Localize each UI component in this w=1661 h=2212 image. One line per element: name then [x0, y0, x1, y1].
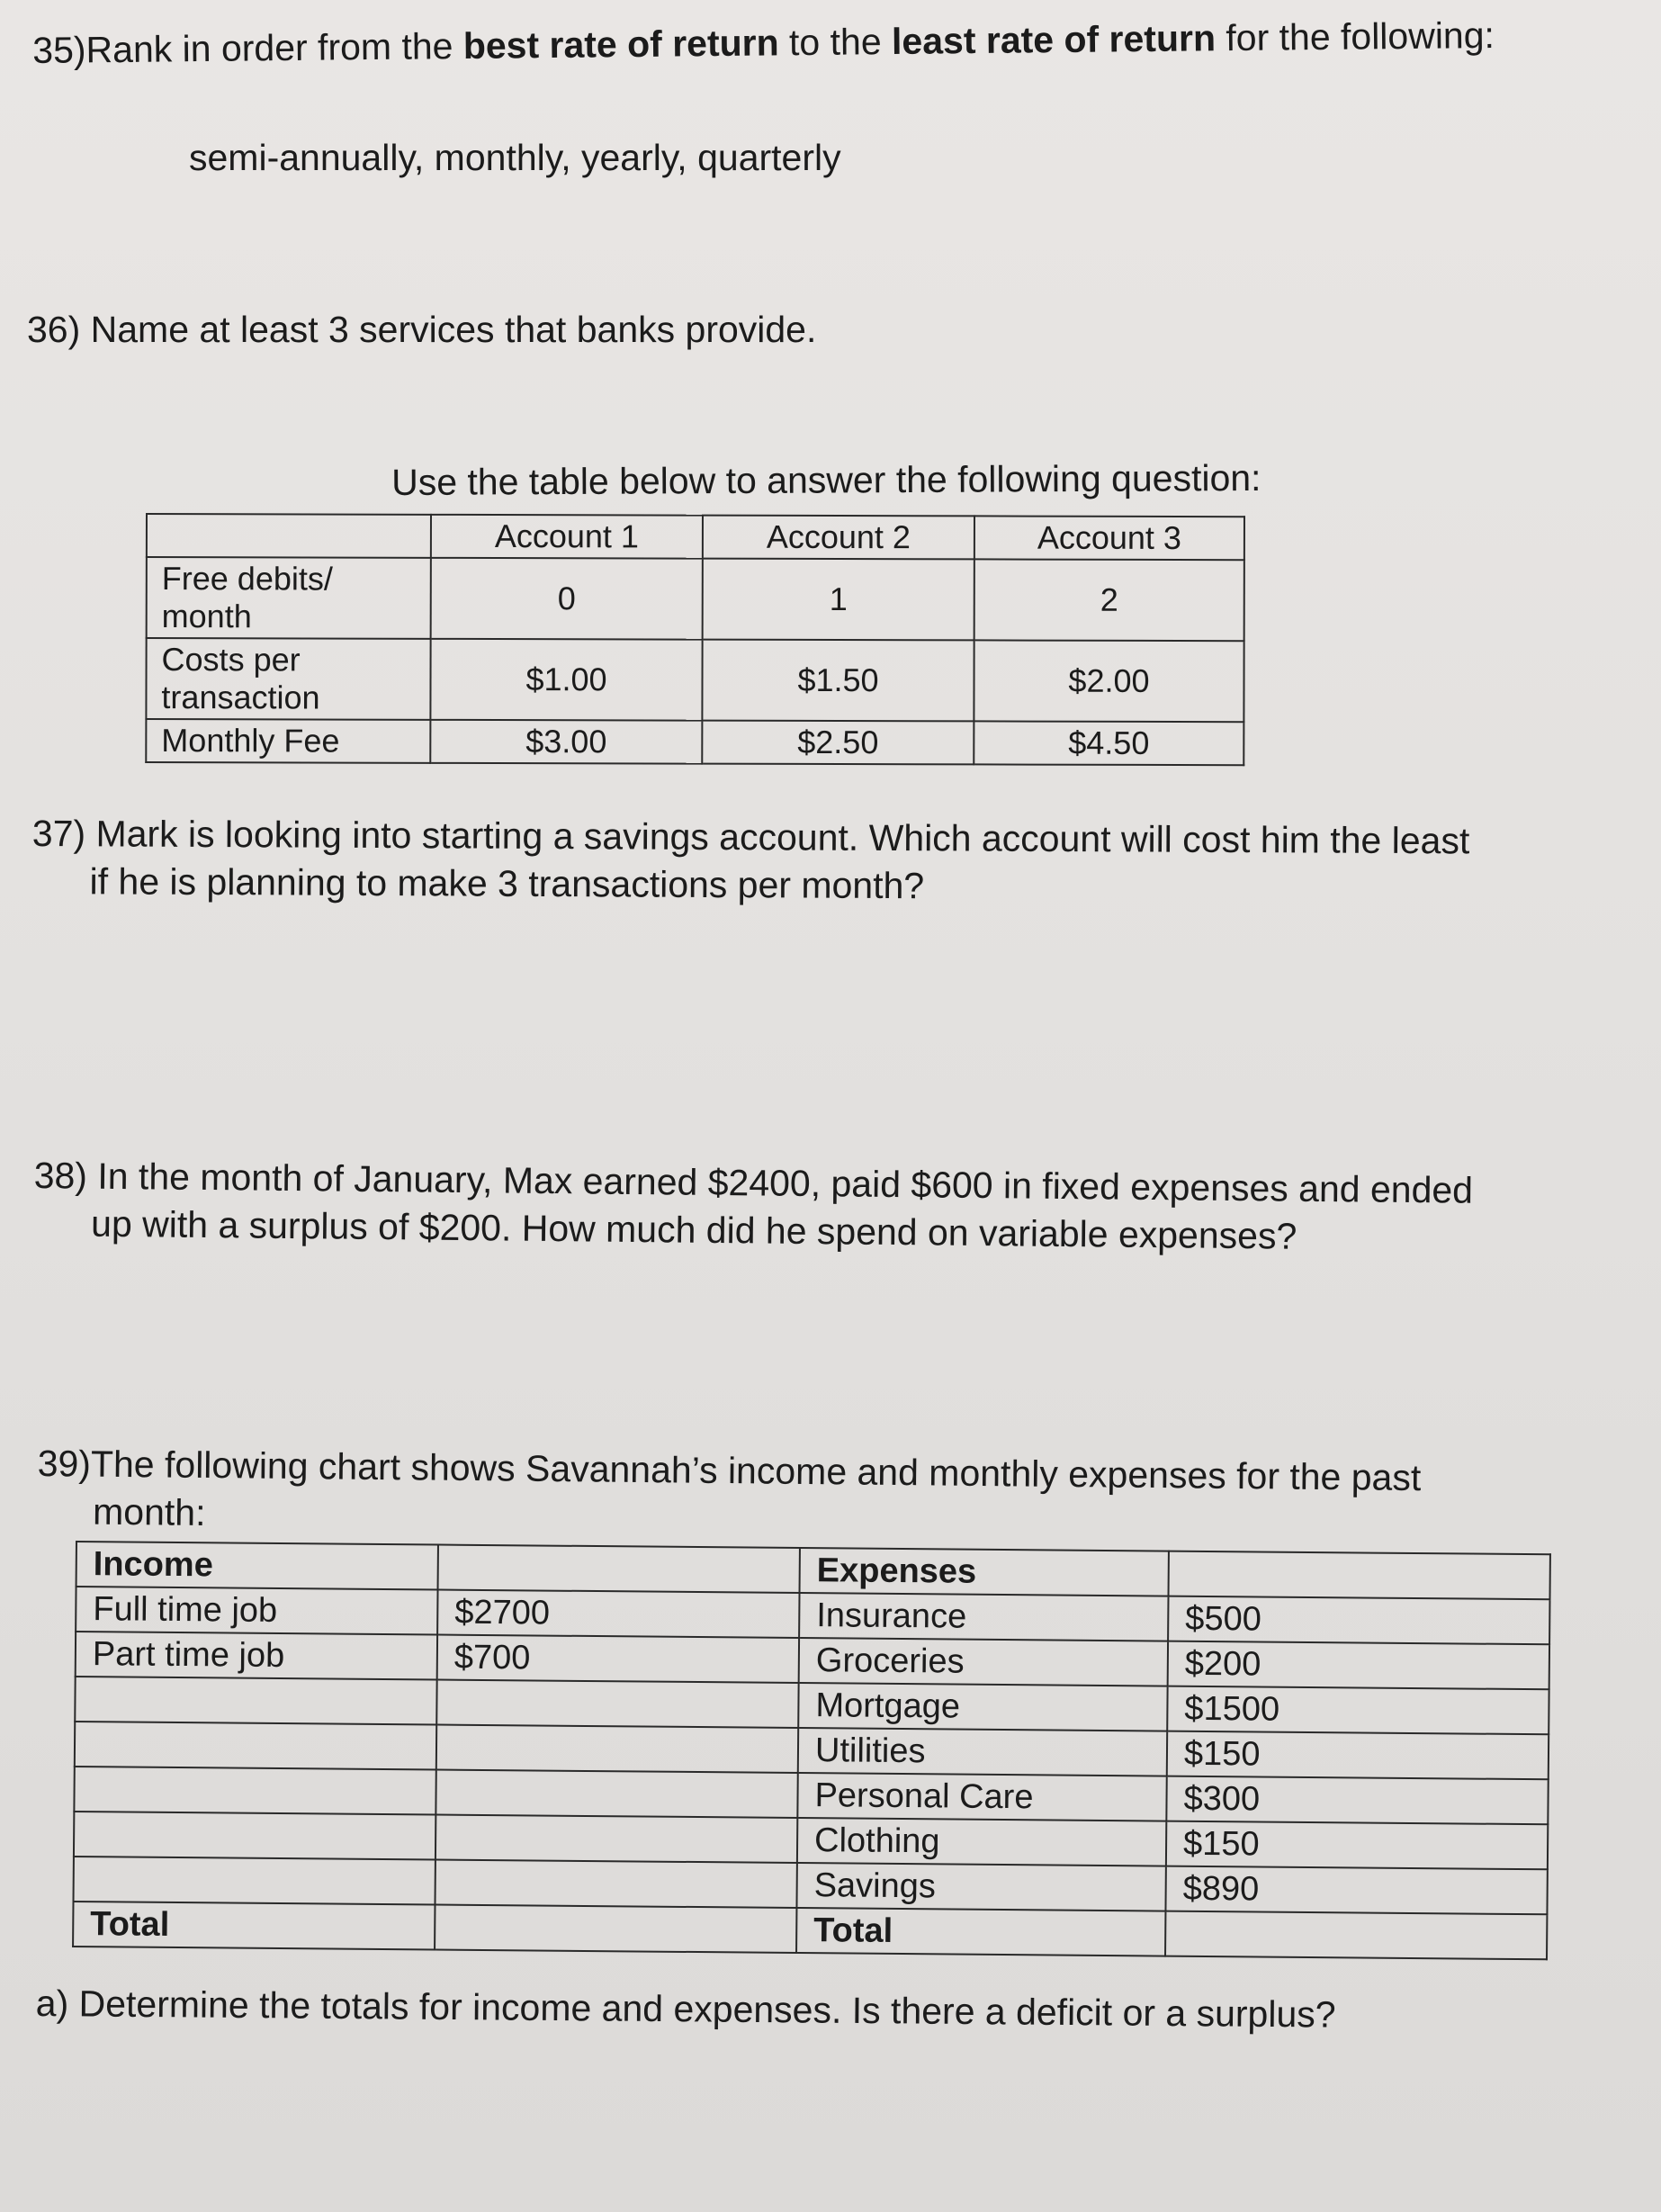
header-account-2: Account 2 [703, 516, 974, 560]
question-35: 35)Rank in order from the best rate of return to the least rate of return for the following: [32, 13, 1495, 71]
cell-value: 2 [974, 559, 1244, 641]
table-row-cost-per-transaction [146, 638, 1244, 722]
expenses-total-label: Total [796, 1908, 1165, 1956]
income-amount [436, 1725, 798, 1774]
expense-label: Mortgage [798, 1683, 1167, 1731]
income-total-label: Total [73, 1902, 435, 1950]
income-label [74, 1812, 435, 1860]
table-row-free-debits [147, 557, 1244, 641]
income-total-value [435, 1905, 796, 1954]
question-36: 36) Name at least 3 services that banks provide. [27, 309, 817, 350]
question-38: 38) In the month of January, Max earned $2400, paid $600 in fixed expenses and ended up with a surplus of $200. How much did he spend on variable expenses? [33, 1154, 1474, 1257]
expense-amount-cell [1169, 1551, 1550, 1600]
header-account-3: Account 3 [974, 516, 1244, 560]
header-account-1: Account 1 [431, 515, 703, 559]
expense-label: Utilities [798, 1728, 1167, 1776]
cell-value: $1.50 [702, 640, 974, 722]
income-label [74, 1767, 435, 1815]
income-label [74, 1857, 435, 1905]
table-header-row [147, 514, 1244, 560]
expenses-total-value [1165, 1911, 1547, 1960]
row-label: Monthly Fee [146, 719, 430, 763]
cell-value: $2.00 [974, 640, 1244, 722]
income-header: Income [76, 1542, 438, 1590]
question-39a: a) Determine the totals for income and expenses. Is there a deficit or a surplus? [35, 1983, 1336, 2036]
income-amount [435, 1860, 796, 1909]
row-label: Costs per transaction [146, 638, 430, 720]
expenses-header: Expenses [800, 1548, 1169, 1596]
account-comparison-table [145, 513, 1245, 766]
income-label: Part time job [76, 1632, 437, 1680]
question-35-options: semi-annually, monthly, yearly, quarterly [189, 137, 841, 178]
expense-label: Insurance [799, 1593, 1168, 1641]
table-row-monthly-fee [146, 719, 1244, 765]
row-label: Free debits/ month [147, 557, 431, 639]
cell-value: $2.50 [702, 721, 974, 765]
header-cell-empty [147, 514, 431, 558]
expense-label: Groceries [799, 1638, 1168, 1686]
table-intro: Use the table below to answer the following question: [391, 456, 1261, 503]
expense-amount: $500 [1168, 1596, 1549, 1645]
expense-label: Savings [796, 1863, 1165, 1911]
income-expenses-table [72, 1541, 1551, 1960]
expense-amount: $890 [1165, 1866, 1547, 1915]
question-39: 39)The following chart shows Savannah’s income and monthly expenses for the past month: [37, 1442, 1422, 1534]
income-label [75, 1722, 436, 1770]
income-amount: $700 [437, 1635, 799, 1684]
income-amount-cell [438, 1545, 800, 1594]
cell-value: $4.50 [974, 721, 1244, 765]
expense-label: Personal Care [797, 1773, 1166, 1821]
question-35-number: 35) [32, 29, 86, 71]
expense-amount: $150 [1166, 1821, 1548, 1870]
least-rate-text: least rate of return [891, 17, 1217, 62]
question-37: 37) Mark is looking into starting a savings account. Which account will cost him the least if he is planning to make 3 transactions per month? [31, 812, 1470, 907]
income-label [75, 1677, 436, 1725]
income-label: Full time job [76, 1587, 437, 1635]
expense-amount: $1500 [1167, 1686, 1549, 1735]
cell-value: $1.00 [430, 639, 702, 721]
income-amount [436, 1680, 798, 1729]
cell-value: 0 [431, 558, 703, 640]
cell-value: 1 [703, 559, 974, 641]
expense-amount: $200 [1168, 1641, 1549, 1690]
expense-label: Clothing [797, 1818, 1166, 1866]
income-amount: $2700 [437, 1590, 799, 1639]
expense-amount: $300 [1166, 1776, 1548, 1825]
income-amount [435, 1770, 797, 1819]
income-amount [435, 1815, 797, 1864]
cell-value: $3.00 [430, 720, 702, 764]
best-rate-text: best rate of return [462, 22, 779, 67]
expense-amount: $150 [1167, 1731, 1549, 1780]
